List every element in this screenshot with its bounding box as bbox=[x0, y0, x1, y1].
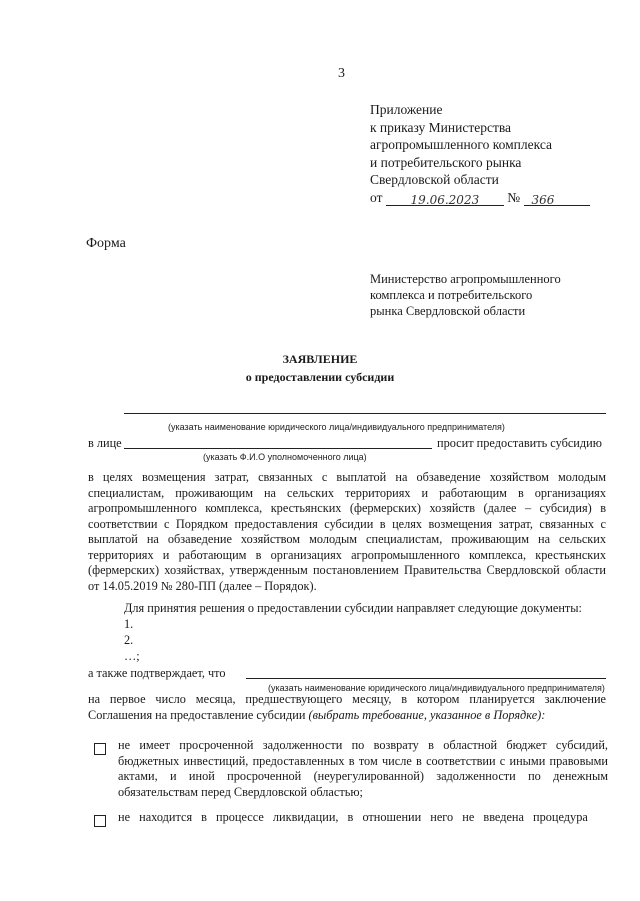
form-label: Форма bbox=[86, 236, 126, 251]
person-name-line[interactable] bbox=[124, 448, 432, 449]
annex-line: к приказу Министерства bbox=[370, 119, 512, 135]
requirement-text: не имеет просроченной задолженности по возврату в областной бюджет субсидий, бюджетных инвестиций, предоставленных в том числе в соответствии с иными правовыми актами, и иной просроченной (неурегулированной) задолженности по денежным обязательствам перед Свердловской областью; bbox=[118, 738, 608, 799]
annex-block bbox=[370, 101, 590, 206]
documents-item: 2. bbox=[124, 633, 134, 647]
annex-line: и потребительского рынка bbox=[370, 154, 522, 170]
documents-intro: Для принятия решения о предоставлении субсидии направляет следующие документы: bbox=[124, 601, 582, 615]
number-prefix: № bbox=[507, 189, 521, 205]
requirement-text: не находится в процессе ликвидации, в отношении него не введена процедура bbox=[118, 810, 588, 824]
annex-date-row bbox=[370, 189, 590, 207]
document-title: ЗАЯВЛЕНИЕ bbox=[282, 352, 358, 366]
number-value: 366 bbox=[531, 193, 555, 207]
documents-item: 1. bbox=[124, 617, 134, 631]
page-number: 3 bbox=[338, 66, 345, 81]
date-value: 19.06.2023 bbox=[410, 193, 480, 207]
org-name-line-2[interactable] bbox=[246, 678, 606, 679]
first-day-paragraph bbox=[88, 692, 606, 723]
requirement-checkbox[interactable] bbox=[94, 743, 106, 755]
addressee-block bbox=[370, 271, 561, 319]
annex-line: Приложение bbox=[370, 102, 443, 117]
date-prefix: от bbox=[370, 189, 383, 205]
in-person-prefix: в лице bbox=[88, 436, 122, 450]
date-field bbox=[386, 191, 504, 206]
in-person-suffix: просит предоставить субсидию bbox=[437, 436, 602, 450]
addressee-line: комплекса и потребительского bbox=[370, 288, 533, 302]
org-name-caption-2: (указать наименование юридического лица/индивидуального предпринимателя) bbox=[268, 683, 605, 693]
annex-line: агропромышленного комплекса bbox=[370, 137, 552, 152]
number-field bbox=[524, 191, 590, 206]
requirement-checkbox[interactable] bbox=[94, 815, 106, 827]
addressee-line: Министерство агропромышленного bbox=[370, 272, 561, 286]
first-day-note: (выбрать требование, указанное в Порядке): bbox=[308, 707, 546, 722]
annex-line: Свердловской области bbox=[370, 172, 499, 187]
fio-caption: (указать Ф.И.О уполномоченного лица) bbox=[203, 452, 367, 462]
also-confirms-label: а также подтверждает, что bbox=[88, 666, 226, 680]
org-name-caption: (указать наименование юридического лица/индивидуального предпринимателя) bbox=[168, 422, 505, 432]
documents-item: …; bbox=[124, 649, 140, 663]
purpose-paragraph: в целях возмещения затрат, связанных с выплатой на обзаведение хозяйством молодым специалистам, проживающим на сельских территориях и работающим в организациях агропромышленного комплекса, крестьянских (фермерских) хозяйств (далее – субсидия) в соответствии с Порядком предоставления субсидии в целях возмещения затрат, связанных с выплатой на обзаведение хозяйством молодым специалистам, проживающим на сельских территориях и работающим в организациях агропромышленного комплекса, крестьянских (фермерских) хозяйствах, утвержденным постановлением Правительства Свердловской области от 14.05.2019 № 280-ПП (далее – Порядок). bbox=[88, 470, 606, 593]
org-name-line[interactable] bbox=[124, 413, 606, 414]
document-subtitle: о предоставлении субсидии bbox=[245, 370, 395, 384]
first-day-text: на первое число месяца, предшествующего месяцу, в котором планируется заключение Соглашения на предоставление субсидии bbox=[88, 692, 606, 722]
addressee-line: рынка Свердловской области bbox=[370, 304, 526, 318]
